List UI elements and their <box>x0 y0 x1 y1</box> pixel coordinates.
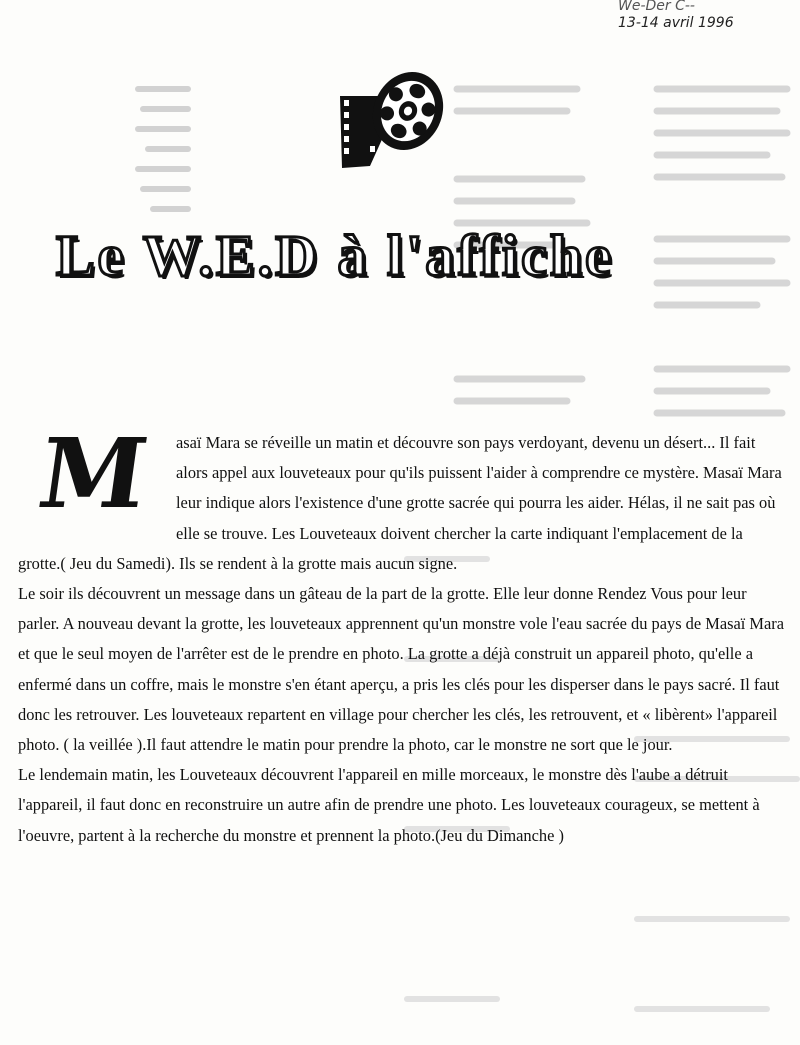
bleed-through-left <box>140 60 200 200</box>
page-title: Le W.E.D à l'affiche <box>56 223 614 288</box>
dropcap-letter: M <box>31 417 155 530</box>
bleed-through-lines-left <box>133 79 193 219</box>
handwritten-note-line1: We-Der C-- <box>618 0 695 14</box>
film-reel-icon <box>330 56 450 186</box>
article-body <box>18 417 788 851</box>
handwritten-note-line2: 13-14 avril 1996 <box>618 15 734 31</box>
handwritten-date-note <box>616 0 796 32</box>
paragraph-2: Le soir ils découvrent un message dans un gâteau de la part de la grotte. Elle leur donne Rendez Vous pour leur parler. A nouveau devant la grotte, les louveteaux apprennent qu'un monstre vole l'eau sacrée du pays de Masaï Mara et que le seul moyen de l'arrêter est de le prendre en photo. La grotte a déjà construit un appareil photo, qu'elle a enfermé dans un coffre, mais le monstre s'en étant aperçu, a pris les clés pour les disperser dans le pays sacré. Il faut donc les retrouver. Les louveteaux repartent en village pour chercher les clés, les retrouvent, et « libèrent» l'appareil photo. ( la veillée ).Il faut attendre le matin pour prendre la photo, car le monstre ne sort que le jour. <box>18 584 784 755</box>
paragraph-1: asaï Mara se réveille un matin et découvre son pays verdoyant, devenu un désert... Il fait alors appel aux louveteaux pour qu'ils puissent l'aider à comprendre ce mystère. Masaï Mara leur indique alors l'existence d'une grotte sacrée qui pourra les aider. Hélas, il ne sait pas où elle se trouve. Les Louveteaux doivent chercher la carte indiquant l'emplacement de la grotte.( Jeu du Samedi). Ils se rendent à la grotte mais aucun signe. <box>18 433 782 573</box>
paragraph-3: Le lendemain matin, les Louveteaux découvrent l'appareil en mille morceaux, le monstre dès l'aube a détruit l'appareil, il faut donc en reconstruire un autre afin de prendre une photo. Les louveteaux courageux, se mettent à l'oeuvre, partent à la recherche du monstre et prennent la photo.(Jeu du Dimanche ) <box>18 765 760 845</box>
